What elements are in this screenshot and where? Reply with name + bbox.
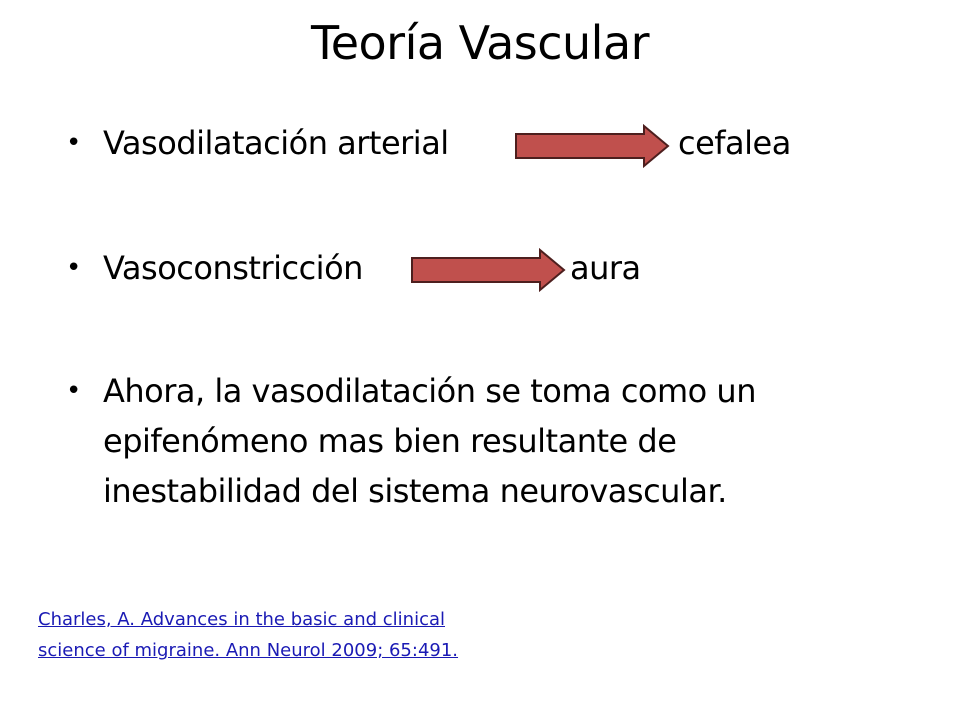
right-arrow-icon [514,124,670,168]
bullet-dot: • [66,376,81,406]
bullet-text: Vasoconstricción [103,249,363,287]
bullet-result-cefalea: cefalea [678,124,791,162]
bullet-dot: • [66,128,81,158]
bullet-text: Ahora, la vasodilatación se toma como un epifenómeno mas bien resultante de inestabilidad del sistema neurovascular. [103,372,756,510]
bullet-text: Vasodilatación arterial [103,124,449,162]
slide-title: Teoría Vascular [310,16,650,70]
citation-line[interactable]: Charles, A. Advances in the basic and clinical [38,609,445,630]
citation-link[interactable] [38,604,518,666]
bullet-result-aura: aura [570,249,641,287]
bullet-dot: • [66,253,81,283]
right-arrow-icon [410,248,566,292]
citation-line[interactable]: science of migraine. Ann Neurol 2009; 65:491. [38,640,459,661]
